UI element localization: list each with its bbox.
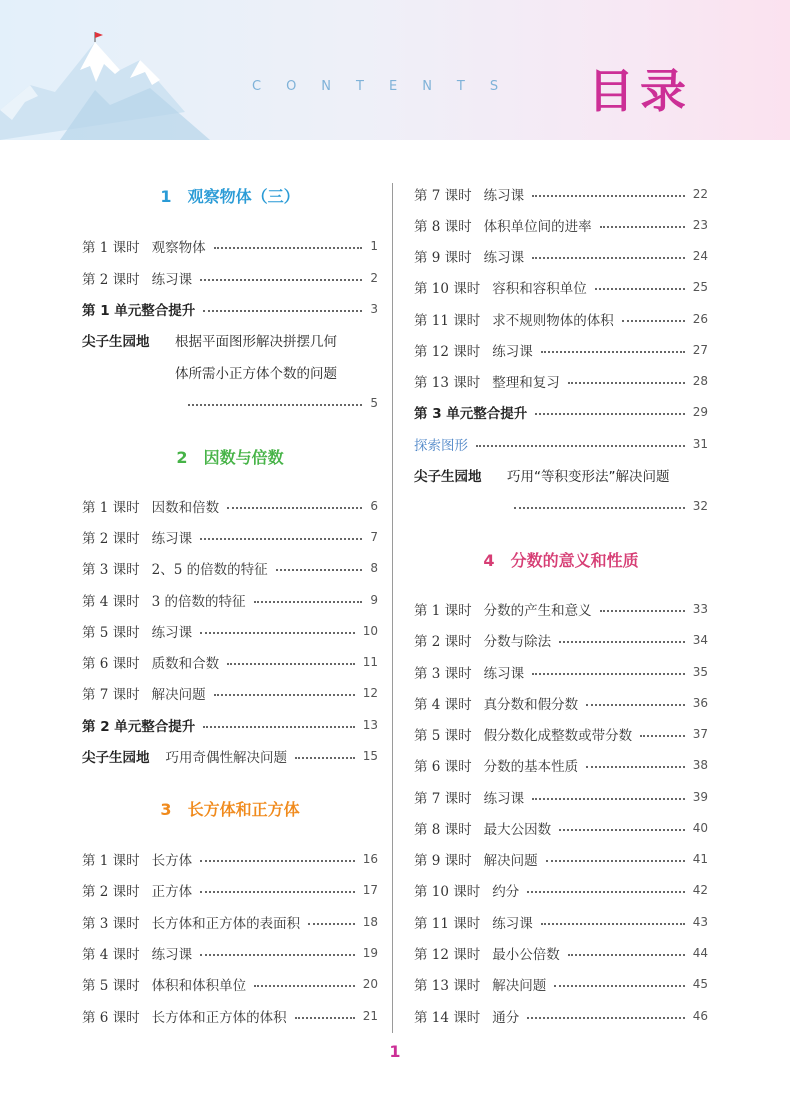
lesson-name: 分数的产生和意义 — [483, 603, 592, 619]
toc-entry[interactable] — [82, 621, 378, 641]
toc-entry[interactable] — [414, 215, 708, 235]
lesson-name: 练习课 — [151, 531, 193, 547]
lesson-name: 容积和容积单位 — [492, 281, 587, 297]
page-ref: 33 — [692, 602, 708, 616]
toc-entry[interactable] — [82, 558, 378, 578]
lesson-name: 练习课 — [483, 188, 525, 204]
leader-dots — [586, 704, 685, 706]
leader-dots — [532, 673, 685, 675]
lesson-label: 第 10 课时 — [414, 281, 481, 297]
leader-dots — [295, 1017, 355, 1019]
lesson-name: 体积和体积单位 — [151, 978, 247, 994]
toc-entry-explore[interactable] — [414, 434, 708, 454]
lesson-label: 第 9 课时 — [414, 250, 472, 266]
leader-dots — [203, 726, 354, 728]
toc-entry[interactable] — [414, 599, 708, 619]
toc-entry[interactable] — [414, 724, 708, 744]
lesson-label: 第 13 课时 — [414, 375, 481, 391]
page-ref: 11 — [362, 655, 378, 669]
page-ref: 32 — [692, 499, 708, 513]
toc-entry[interactable] — [414, 912, 708, 932]
page-ref: 43 — [692, 915, 708, 929]
lesson-name: 练习课 — [492, 344, 533, 360]
lesson-label: 第 3 单元整合提升 — [414, 406, 528, 422]
leader-dots — [200, 632, 355, 634]
lesson-name: 练习课 — [483, 250, 525, 266]
toc-entry[interactable] — [414, 849, 708, 869]
lesson-name: 求不规则物体的体积 — [492, 313, 614, 329]
lesson-label: 第 4 课时 — [82, 947, 140, 963]
leader-dots — [527, 891, 684, 893]
lesson-label: 尖子生园地 — [82, 750, 150, 766]
flag-icon — [95, 32, 103, 38]
page-ref: 27 — [692, 343, 708, 357]
leader-dots — [600, 226, 685, 228]
lesson-name: 练习课 — [492, 916, 533, 932]
lesson-name: 因数和倍数 — [151, 500, 220, 516]
toc-entry[interactable] — [82, 974, 378, 994]
page-ref: 44 — [692, 946, 708, 960]
lesson-name: 解决问题 — [483, 853, 538, 869]
unit-number: 2 — [176, 448, 188, 467]
lesson-label: 第 7 课时 — [414, 188, 472, 204]
page-ref: 36 — [692, 696, 708, 710]
unit4-title[interactable] — [414, 548, 708, 571]
page-ref: 20 — [362, 977, 378, 991]
page-ref: 34 — [692, 633, 708, 647]
toc-entry[interactable] — [414, 277, 708, 297]
lesson-name: 通分 — [492, 1010, 520, 1026]
unit2-title[interactable] — [82, 445, 378, 468]
page-title: 目录 — [588, 64, 692, 118]
toc-entry[interactable] — [82, 880, 378, 900]
page-ref: 39 — [692, 790, 708, 804]
lesson-label: 第 5 课时 — [414, 728, 472, 744]
toc-entry[interactable] — [414, 755, 708, 775]
lesson-label: 第 8 课时 — [414, 822, 472, 838]
leader-dots — [514, 507, 685, 509]
unit-number: 1 — [160, 187, 172, 206]
page-ref: 6 — [370, 499, 378, 513]
leader-dots — [214, 694, 355, 696]
lesson-name: 巧用奇偶性解决问题 — [165, 750, 287, 766]
page-ref: 10 — [362, 624, 378, 638]
special-title-line1[interactable]: 根据平面图形解决拼摆几何 — [175, 334, 337, 350]
lesson-name: 练习课 — [151, 947, 193, 963]
toc-entry[interactable] — [414, 184, 708, 204]
page-ref: 28 — [692, 374, 708, 388]
lesson-label: 第 6 课时 — [414, 759, 472, 775]
leader-dots — [600, 610, 685, 612]
toc-entry[interactable] — [82, 527, 378, 547]
toc-entry[interactable] — [414, 818, 708, 838]
lesson-label: 第 1 单元整合提升 — [82, 303, 196, 319]
toc-entry[interactable] — [188, 393, 378, 413]
page-ref: 19 — [362, 946, 378, 960]
leader-dots — [227, 507, 362, 509]
toc-entry-special[interactable] — [82, 746, 378, 766]
lesson-label: 第 8 课时 — [414, 219, 472, 235]
leader-dots — [188, 404, 362, 406]
lesson-label: 第 5 课时 — [82, 625, 140, 641]
leader-dots — [254, 985, 355, 987]
lesson-label: 第 13 课时 — [414, 978, 481, 994]
page-number: 1 — [389, 1042, 401, 1061]
lesson-label: 第 6 课时 — [82, 656, 140, 672]
page-ref: 7 — [370, 530, 378, 544]
leader-dots — [527, 1017, 684, 1019]
lesson-label: 第 4 课时 — [414, 697, 472, 713]
toc-entry[interactable] — [414, 943, 708, 963]
toc-entry[interactable] — [414, 340, 708, 360]
page-ref: 38 — [692, 758, 708, 772]
page-ref: 31 — [692, 437, 708, 451]
special-label[interactable]: 尖子生园地 — [82, 334, 150, 350]
page-ref: 15 — [362, 749, 378, 763]
lesson-label: 第 12 课时 — [414, 947, 481, 963]
toc-entry[interactable] — [414, 371, 708, 391]
page-ref: 1 — [370, 239, 378, 253]
toc-entry[interactable] — [414, 787, 708, 807]
lesson-name: 约分 — [492, 884, 520, 900]
toc-entry-review[interactable] — [82, 715, 378, 735]
leader-dots — [541, 351, 685, 353]
unit-name: 分数的意义和性质 — [510, 551, 639, 570]
toc-entry[interactable] — [82, 590, 378, 610]
lesson-name: 分数的基本性质 — [483, 759, 579, 775]
lesson-label: 第 1 课时 — [82, 240, 140, 256]
lesson-label: 第 1 课时 — [414, 603, 472, 619]
unit-name: 观察物体（三） — [187, 187, 300, 206]
lesson-name: 最大公因数 — [483, 822, 552, 838]
lesson-label: 第 2 课时 — [82, 272, 140, 288]
contents-word: CONTENTS — [252, 79, 524, 94]
lesson-name: 质数和合数 — [151, 656, 220, 672]
lesson-label: 第 3 课时 — [82, 916, 140, 932]
page-ref: 12 — [362, 686, 378, 700]
page-ref: 40 — [692, 821, 708, 835]
lesson-name: 长方体 — [151, 853, 193, 869]
leader-dots — [214, 247, 363, 249]
unit-number: 3 — [160, 800, 172, 819]
leader-dots — [559, 829, 685, 831]
leader-dots — [532, 195, 685, 197]
lesson-label: 第 2 单元整合提升 — [82, 719, 196, 735]
page-ref: 21 — [362, 1009, 378, 1023]
lesson-label: 第 1 课时 — [82, 500, 140, 516]
lesson-label: 第 3 课时 — [414, 666, 472, 682]
toc-entry-review[interactable] — [82, 299, 378, 319]
page-ref: 9 — [370, 593, 378, 607]
page-ref: 2 — [370, 271, 378, 285]
leader-dots — [203, 310, 362, 312]
toc-entry[interactable] — [82, 912, 378, 932]
leader-dots — [559, 641, 685, 643]
lesson-label: 第 7 课时 — [82, 687, 140, 703]
page-ref: 29 — [692, 405, 708, 419]
leader-dots — [532, 257, 685, 259]
unit3-title[interactable] — [82, 797, 378, 820]
toc-entry-review[interactable] — [414, 402, 708, 422]
lesson-name: 最小公倍数 — [492, 947, 560, 963]
page-ref: 8 — [370, 561, 378, 575]
toc-entry[interactable] — [82, 1006, 378, 1026]
page-ref: 26 — [692, 312, 708, 326]
lesson-name: 解决问题 — [151, 687, 206, 703]
toc-entry[interactable] — [82, 236, 378, 256]
lesson-name: 长方体和正方体的表面积 — [151, 916, 301, 932]
lesson-label: 第 5 课时 — [82, 978, 140, 994]
special-title-line2[interactable]: 体所需小正方体个数的问题 — [175, 366, 337, 382]
leader-dots — [200, 954, 355, 956]
lesson-label: 第 3 课时 — [82, 562, 140, 578]
leader-dots — [200, 891, 355, 893]
leader-dots — [640, 735, 685, 737]
unit-name: 因数与倍数 — [203, 448, 284, 467]
toc-entry[interactable] — [82, 683, 378, 703]
lesson-name: 假分数化成整数或带分数 — [483, 728, 633, 744]
toc-entry[interactable] — [82, 652, 378, 672]
page-ref: 5 — [370, 396, 378, 410]
leader-dots — [586, 766, 685, 768]
lesson-label: 第 4 课时 — [82, 594, 140, 610]
leader-dots — [254, 601, 363, 603]
leader-dots — [532, 798, 685, 800]
leader-dots — [295, 757, 355, 759]
leader-dots — [568, 382, 685, 384]
lesson-name: 2、5 的倍数的特征 — [151, 562, 268, 578]
lesson-label: 第 2 课时 — [82, 884, 140, 900]
toc-entry[interactable] — [414, 630, 708, 650]
toc-entry[interactable] — [414, 309, 708, 329]
leader-dots — [476, 445, 685, 447]
page-ref: 35 — [692, 665, 708, 679]
lesson-name: 体积单位间的进率 — [483, 219, 592, 235]
page-ref: 3 — [370, 302, 378, 316]
leader-dots — [276, 569, 363, 571]
page-ref: 25 — [692, 280, 708, 294]
page-ref: 42 — [692, 883, 708, 897]
lesson-name: 练习课 — [483, 791, 525, 807]
lesson-name: 整理和复习 — [492, 375, 560, 391]
page-ref: 13 — [362, 718, 378, 732]
page-ref: 45 — [692, 977, 708, 991]
page-ref: 46 — [692, 1009, 708, 1023]
toc-entry[interactable] — [414, 662, 708, 682]
special-label[interactable]: 尖子生园地 — [414, 469, 482, 485]
lesson-name: 长方体和正方体的体积 — [151, 1010, 287, 1026]
leader-dots — [200, 538, 362, 540]
leader-dots — [227, 663, 355, 665]
lesson-label: 第 1 课时 — [82, 853, 140, 869]
toc-entry[interactable] — [82, 849, 378, 869]
page-ref: 37 — [692, 727, 708, 741]
lesson-label: 第 9 课时 — [414, 853, 472, 869]
lesson-label: 第 12 课时 — [414, 344, 481, 360]
toc-entry[interactable] — [82, 943, 378, 963]
toc-entry[interactable] — [414, 693, 708, 713]
lesson-label: 第 2 课时 — [414, 634, 472, 650]
leader-dots — [622, 320, 685, 322]
leader-dots — [200, 279, 362, 281]
leader-dots — [535, 413, 684, 415]
leader-dots — [595, 288, 685, 290]
lesson-label: 第 2 课时 — [82, 531, 140, 547]
lesson-label: 第 11 课时 — [414, 916, 481, 932]
toc-entry[interactable] — [414, 974, 708, 994]
toc-entry[interactable] — [82, 496, 378, 516]
leader-dots — [546, 860, 685, 862]
lesson-label: 探索图形 — [414, 438, 468, 454]
column-divider — [392, 183, 393, 1033]
lesson-name: 观察物体 — [151, 240, 206, 256]
unit1-title[interactable] — [82, 184, 378, 207]
lesson-name: 正方体 — [151, 884, 193, 900]
toc-entry[interactable] — [414, 246, 708, 266]
leader-dots — [554, 985, 684, 987]
lesson-label: 第 10 课时 — [414, 884, 481, 900]
page-ref: 17 — [362, 883, 378, 897]
page-ref: 16 — [362, 852, 378, 866]
page-ref: 41 — [692, 852, 708, 866]
lesson-name: 练习课 — [151, 625, 193, 641]
page-ref: 18 — [362, 915, 378, 929]
lesson-name: 3 的倍数的特征 — [151, 594, 246, 610]
mountain-illustration — [0, 30, 260, 140]
header-banner — [0, 0, 790, 140]
lesson-label: 第 7 课时 — [414, 791, 472, 807]
toc-entry[interactable] — [414, 1006, 708, 1026]
unit-name: 长方体和正方体 — [187, 800, 300, 819]
lesson-name: 分数与除法 — [483, 634, 552, 650]
special-title-line1[interactable]: 巧用“等积变形法”解决问题 — [507, 469, 670, 485]
lesson-name: 练习课 — [151, 272, 193, 288]
lesson-name: 真分数和假分数 — [483, 697, 579, 713]
leader-dots — [200, 860, 355, 862]
lesson-label: 第 14 课时 — [414, 1010, 481, 1026]
leader-dots — [308, 923, 355, 925]
page-ref: 24 — [692, 249, 708, 263]
toc-entry[interactable] — [514, 496, 708, 516]
lesson-label: 第 11 课时 — [414, 313, 481, 329]
toc-entry[interactable] — [414, 880, 708, 900]
leader-dots — [541, 923, 685, 925]
page-ref: 22 — [692, 187, 708, 201]
unit-number: 4 — [483, 551, 495, 570]
lesson-name: 解决问题 — [492, 978, 547, 994]
leader-dots — [568, 954, 685, 956]
toc-entry[interactable] — [82, 268, 378, 288]
page-ref: 23 — [692, 218, 708, 232]
lesson-label: 第 6 课时 — [82, 1010, 140, 1026]
lesson-name: 练习课 — [483, 666, 525, 682]
